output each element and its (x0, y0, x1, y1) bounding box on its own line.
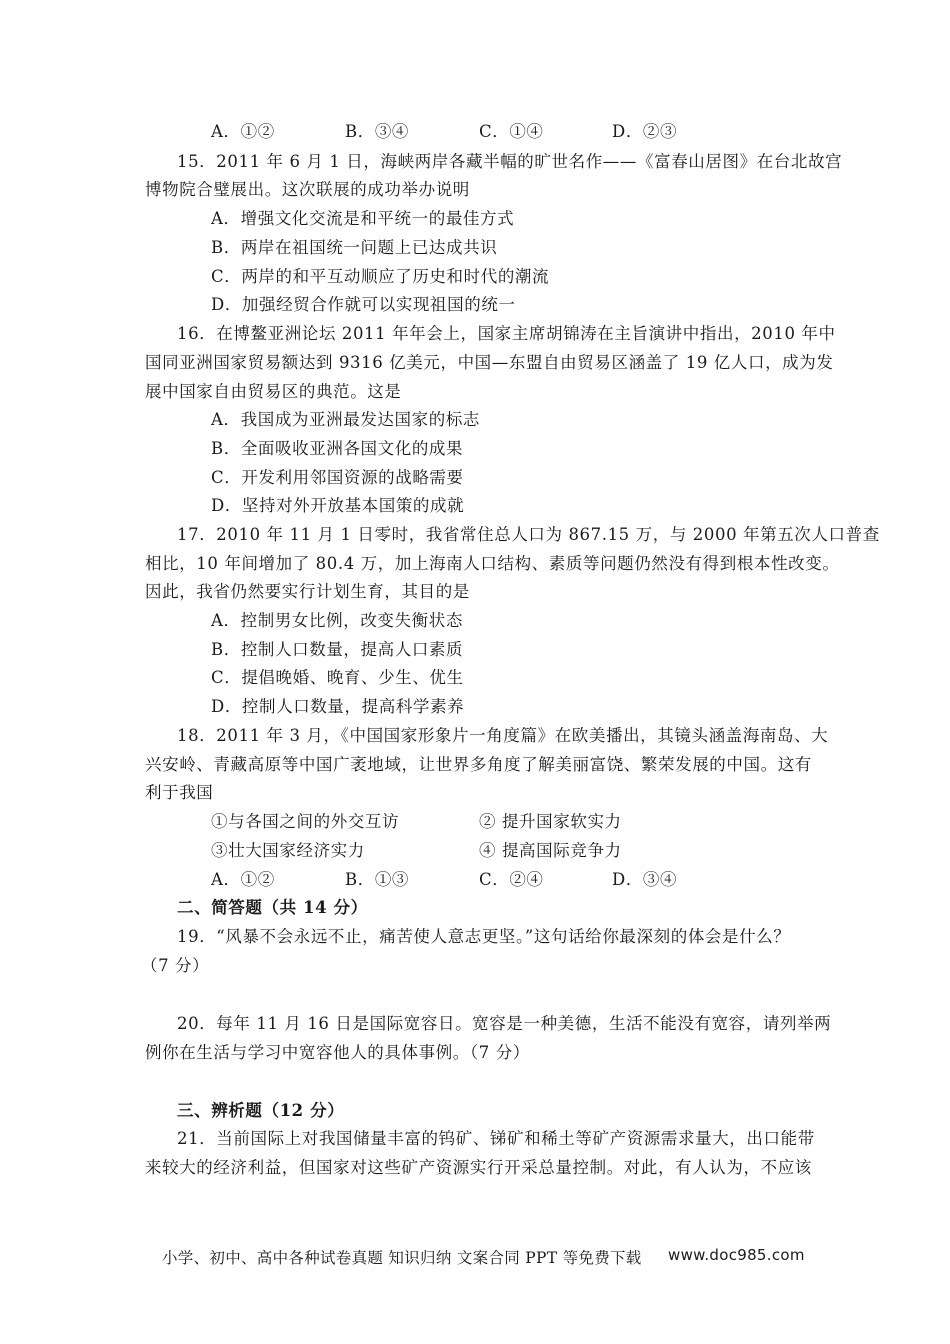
q18-item-4: ④ 提高国际竞争力 (479, 841, 622, 860)
q16-option-c: C．开发利用邻国资源的战略需要 (211, 468, 464, 487)
q17-stem-line-2: 相比，10 年间增加了 80.4 万，加上海南人口结构、素质等问题仍然没有得到根本性改变。 (145, 554, 840, 573)
q15-option-b: B．两岸在祖国统一问题上已达成共识 (211, 238, 498, 257)
q17-option-b: B．控制人口数量，提高人口素质 (211, 640, 464, 659)
q21-stem-line-2: 来较大的经济利益，但国家对这些矿产资源实行开采总量控制。对此，有人认为，不应该 (145, 1158, 812, 1177)
option-c: C．②④ (479, 870, 544, 889)
option-a: A．①② (211, 122, 275, 141)
q18-stem-line-2: 兴安岭、青藏高原等中国广袤地域，让世界多角度了解美丽富饶、繁荣发展的中国。这有 (145, 755, 812, 774)
q20-stem-line-2: 例你在生活与学习中宽容他人的具体事例。（7 分） (145, 1043, 530, 1062)
footer (162, 1246, 805, 1268)
q18-item-3: ③壮大国家经济实力 (211, 841, 365, 860)
q16-option-a: A．我国成为亚洲最发达国家的标志 (211, 410, 481, 429)
option-c: C．①④ (479, 122, 544, 141)
option-b: B．③④ (345, 122, 410, 141)
q16-stem-line-3: 展中国家自由贸易区的典范。这是 (145, 382, 402, 401)
q15-stem-line-2: 博物院合璧展出。这次联展的成功举办说明 (145, 180, 470, 199)
q18-item-1: ①与各国之间的外交互访 (211, 812, 400, 831)
q17-option-a: A．控制男女比例，改变失衡状态 (211, 611, 463, 630)
q17-option-c: C．提倡晚婚、晚育、少生、优生 (211, 668, 464, 687)
section-2-heading: 二、简答题（共 14 分） (177, 898, 368, 917)
q19-stem-line-2: （7 分） (141, 956, 210, 975)
option-d: D．③④ (612, 870, 678, 889)
q18-stem-line-1: 18．2011 年 3 月，《中国国家形象片一角度篇》在欧美播出，其镜头涵盖海南岛、大 (177, 726, 829, 745)
q17-stem-line-1: 17．2010 年 11 月 1 日零时，我省常住总人口为 867.15 万，与 2000 年第五次人口普查 (177, 525, 880, 544)
option-a: A．①② (211, 870, 275, 889)
q17-stem-line-3: 因此，我省仍然要实行计划生育，其目的是 (145, 582, 470, 601)
q21-stem-line-1: 21．当前国际上对我国储量丰富的钨矿、锑矿和稀土等矿产资源需求量大，出口能带 (177, 1129, 815, 1148)
option-d: D．②③ (612, 122, 678, 141)
q16-option-d: D．坚持对外开放基本国策的成就 (211, 496, 465, 515)
q15-option-a: A．增强文化交流是和平统一的最佳方式 (211, 209, 515, 228)
q16-stem-line-2: 国同亚洲国家贸易额达到 9316 亿美元，中国—东盟自由贸易区涵盖了 19 亿人口，成为发 (145, 353, 834, 372)
option-b: B．①③ (345, 870, 410, 889)
q17-option-d: D．控制人口数量，提高科学素养 (211, 697, 465, 716)
section-3-heading: 三、辨析题（12 分） (177, 1101, 345, 1120)
footer-text: 小学、初中、高中各种试卷真题 知识归纳 文案合同 PPT 等免费下载 (162, 1249, 642, 1267)
q19-stem-line-1: 19．“风暴不会永远不止，痛苦使人意志更坚。”这句话给你最深刻的体会是什么？ (177, 927, 791, 946)
q16-stem-line-1: 16．在博鳌亚洲论坛 2011 年年会上，国家主席胡锦涛在主旨演讲中指出，2010 年中 (177, 324, 836, 343)
q20-stem-line-1: 20．每年 11 月 16 日是国际宽容日。宽容是一种美德，生活不能没有宽容，请列举两 (177, 1014, 832, 1033)
q15-stem-line-1: 15．2011 年 6 月 1 日，海峡两岸各藏半幅的旷世名作——《富春山居图》在台北故宫 (177, 152, 843, 171)
q18-stem-line-3: 利于我国 (145, 783, 214, 802)
q15-option-d: D．加强经贸合作就可以实现祖国的统一 (211, 295, 516, 314)
q16-option-b: B．全面吸收亚洲各国文化的成果 (211, 439, 464, 458)
footer-url[interactable]: www.doc985.com (668, 1246, 805, 1264)
q18-item-2: ② 提升国家软实力 (479, 812, 622, 831)
q15-option-c: C．两岸的和平互动顺应了历史和时代的潮流 (211, 267, 550, 286)
